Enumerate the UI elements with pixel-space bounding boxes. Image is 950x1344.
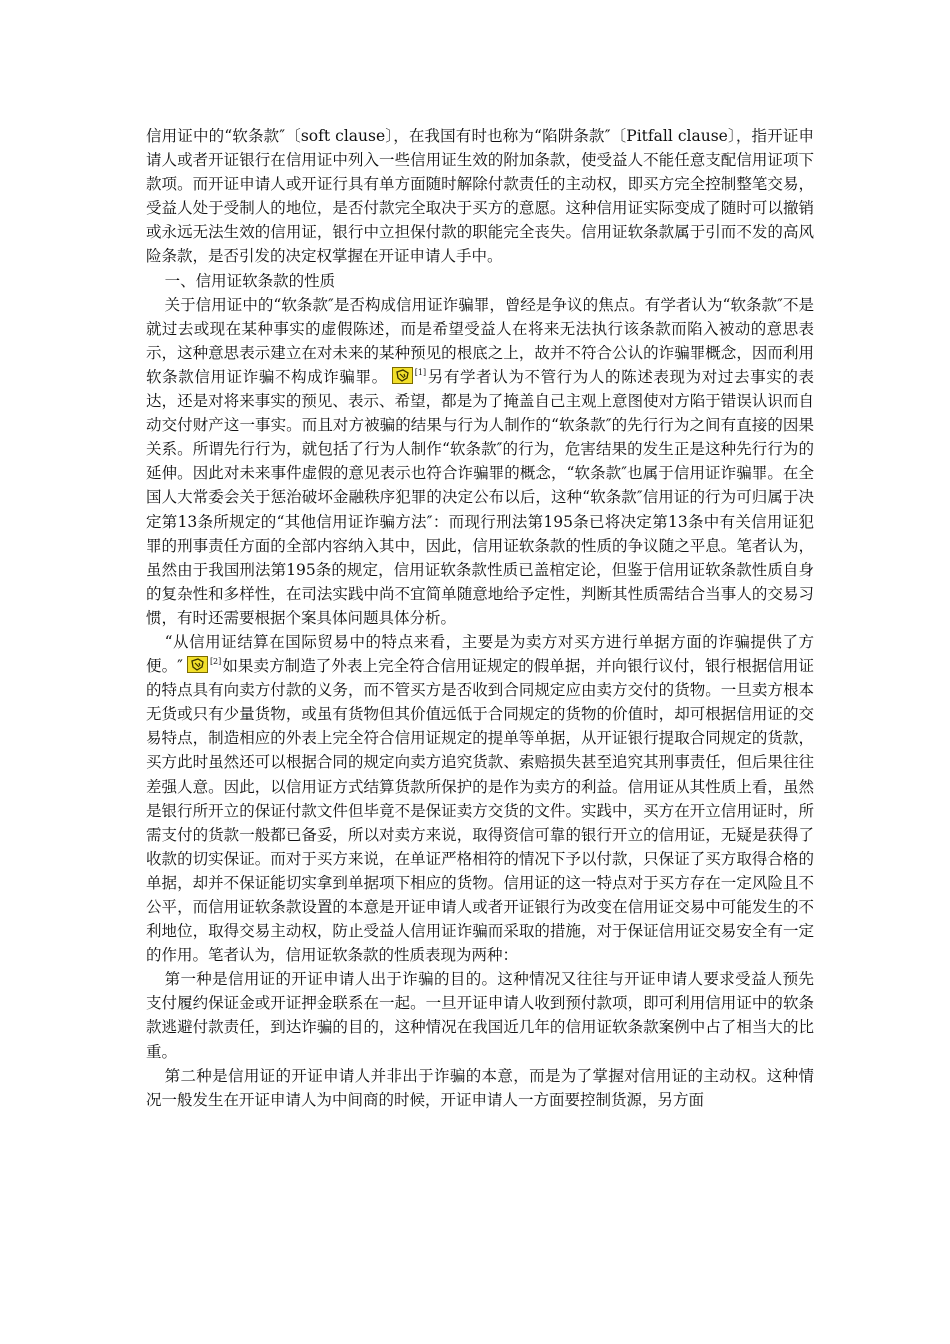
paragraph-second-type: 第二种是信用证的开证申请人并非出于诈骗的本意，而是为了掌握对信用证的主动权。这种情况一般发生在开证申请人为中间商的时候，开证申请人一方面要控制货源，另方面 <box>146 1066 814 1109</box>
paragraph-text: 关于信用证中的“软条款″是否构成信用证诈骗罪，曾经是争议的焦点。有学者认为“软条款″不是就过去或现在某种事实的虚假陈述，而是希望受益人在将来无法执行该条款而陷入被动的意思表示，这种意思表示建立在对未来的某种预见的根底之上，故并不符合公认的诈骗罪概念，因而利用软条款信用证诈骗不构成诈骗罪。 <box>146 295 814 386</box>
section-heading: 一、信用证软条款的性质 <box>164 271 336 290</box>
paragraph-nature-debate <box>146 293 814 630</box>
document-body <box>146 124 814 1112</box>
paragraph-first-type: 第一种是信用证的开证申请人出于诈骗的目的。这种情况又往往与开证申请人要求受益人预先支付履约保证金或开证押金联系在一起。一旦开证申请人收到预付款项，即可利用信用证中的软条款逃避付款责任，到达诈骗的目的，这种情况在我国近几年的信用证软条款案例中占了相当大的比重。 <box>146 970 814 1061</box>
paragraph-intro: 信用证中的“软条款″〔soft clause〕，在我国有时也称为“陷阱条款″〔Pitfall clause〕，指开证申请人或者开证银行在信用证中列入一些信用证生效的附加条款，使受益人不能任意支配信用证项下款项。而开证申请人或开证行具有单方面随时解除付款责任的主动权，即买方完全控制整笔交易，受益人处于受制人的地位，是否付款完全取决于买方的意愿。这种信用证实际变成了随时可以撤销或永远无法生效的信用证，银行中立担保付款的职能完全丧失。信用证软条款属于引而不发的高风险条款，是否引发的决定权掌握在开证申请人手中。 <box>146 127 814 266</box>
comment-note-icon[interactable] <box>187 656 208 673</box>
footnote-ref[interactable]: [2] <box>209 657 222 667</box>
paragraph-text: 如果卖方制造了外表上完全符合信用证规定的假单据，并向银行议付，银行根据信用证的特点具有向卖方付款的义务，而不管买方是否收到合同规定应由卖方交付的货物。一旦卖方根本无货或只有少量货物，或虽有货物但其价值远低于合同规定的货物的价值时，却可根据信用证的交易特点，制造相应的外表上完全符合信用证规定的提单等单据，从开证银行提取合同规定的货款，买方此时虽然还可以根据合同的规定向卖方追究货款、索赔损失甚至追究其刑事责任，但后果往往差强人意。因此，以信用证方式结算货款所保护的是作为卖方的利益。信用证从其性质上看，虽然是银行所开立的保证付款文件但毕竟不是保证卖方交货的文件。实践中，买方在开立信用证时，所需支付的货款一般都已备妥，所以对卖方来说，取得资信可靠的银行开立的信用证，无疑是获得了收款的切实保证。而对于买方来说，在单证严格相符的情况下予以付款，只保证了买方取得合格的单据，却并不保证能切实拿到单据项下相应的货物。信用证的这一特点对于买方存在一定风险且不公平，而信用证软条款设置的本意是开证申请人或者开证银行为改变在信用证交易中可能发生的不利地位，取得交易主动权，防止受益人信用证诈骗而采取的措施，对于保证信用证交易安全有一定的作用。笔者认为，信用证软条款的性质表现为两种： <box>146 657 814 965</box>
footnote-ref[interactable]: [1] <box>414 367 427 377</box>
paragraph-trade-features <box>146 630 814 967</box>
paragraph-text: 另有学者认为不管行为人的陈述表现为对过去事实的表达，还是对将来事实的预见、表示、希望，都是为了掩盖自己主观上意图使对方陷于错误认识而自动交付财产这一事实。而且对方被骗的结果与行为人制作的“软条款″的先行行为之间有直接的因果关系。所谓先行行为，就包括了行为人制作“软条款″的行为，危害结果的发生正是这种先行行为的延伸。因此对未来事件虚假的意见表示也符合诈骗罪的概念，“软条款″也属于信用证诈骗罪。在全国人大常委会关于惩治破坏金融秩序犯罪的决定公布以后，这种“软条款″信用证的行为可归属于决定第13条所规定的“其他信用证诈骗方法″：而现行刑法第195条已将决定第13条中有关信用证犯罪的刑事责任方面的全部内容纳入其中，因此，信用证软条款的性质的争议随之平息。笔者认为，虽然由于我国刑法第195条的规定，信用证软条款性质已盖棺定论，但鉴于信用证软条款性质自身的复杂性和多样性，在司法实践中尚不宜简单随意地给予定性，判断其性质需结合当事人的交易习惯，有时还需要根据个案具体问题具体分析。 <box>146 367 814 627</box>
paragraph-text: “从信用证结算在国际贸易中的特点来看，主要是为卖方对买方进行单据方面的诈骗提供了方便。″ <box>146 632 814 676</box>
comment-note-icon[interactable] <box>392 367 413 384</box>
